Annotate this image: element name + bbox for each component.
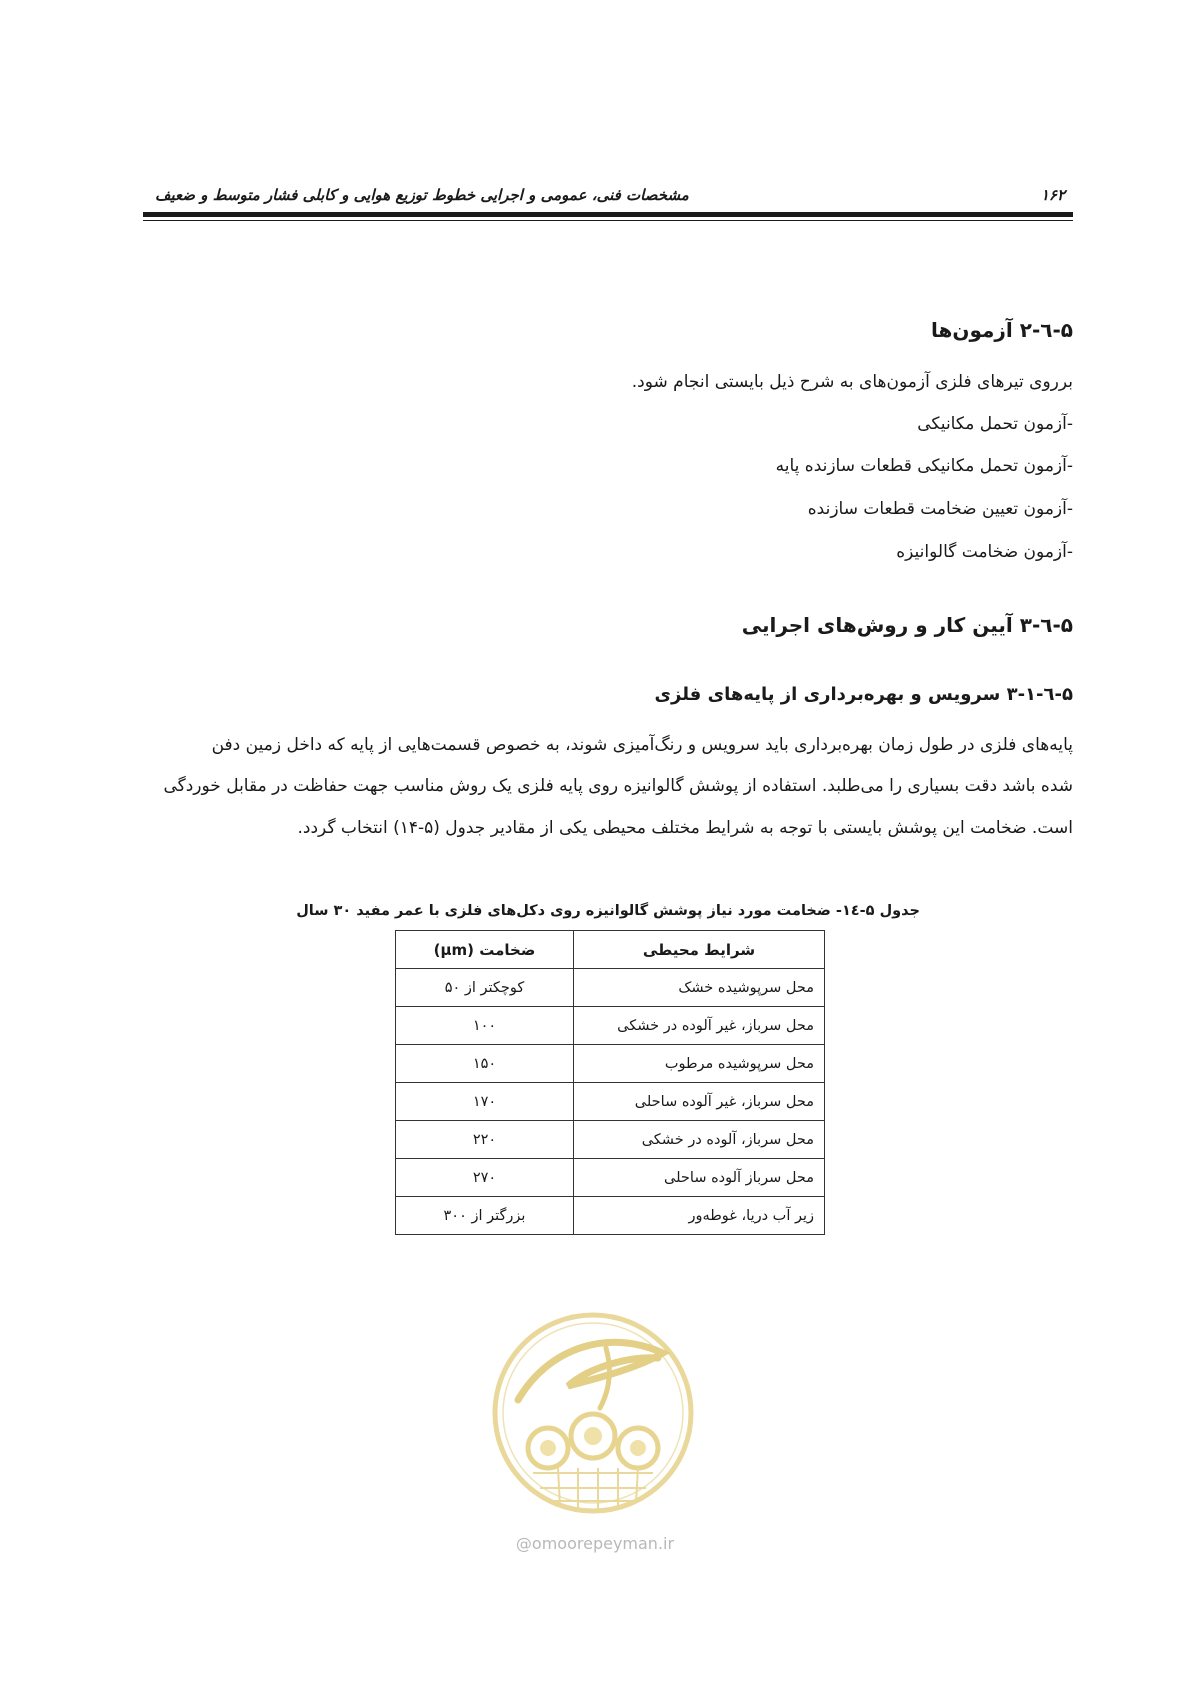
- table-row: [396, 1007, 825, 1045]
- table-row: [396, 1159, 825, 1197]
- page-number: ۱۶۲: [1040, 186, 1065, 204]
- table-row: [396, 1197, 825, 1235]
- table-row: [396, 969, 825, 1007]
- cell-environment: محل سرباز آلوده ساحلی: [574, 1159, 825, 1197]
- service-paragraph-line: پایه‌های فلزی در طول زمان بهره‌برداری باید سرویس و رنگ‌آمیزی شوند، به خصوص قسمت‌هایی از پایه که داخل زمین دفن: [211, 735, 1073, 755]
- table-row: [396, 1121, 825, 1159]
- service-paragraph-line: شده باشد دقت بسیاری را می‌طلبد. استفاده از پوشش گالوانیزه روی پایه فلزی یک روش مناسب جهت حفاظت در مقابل خوردگی: [163, 776, 1073, 796]
- cell-environment: محل سرباز، غیر آلوده ساحلی: [574, 1083, 825, 1121]
- table-header-row: [396, 931, 825, 969]
- header-rule-thin: [143, 220, 1073, 221]
- tests-intro: برروی تیرهای فلزی آزمون‌های به شرح ذیل بایستی انجام شود.: [631, 372, 1073, 392]
- cell-environment: محل سرپوشیده مرطوب: [574, 1045, 825, 1083]
- col-header-environment: شرایط محیطی: [574, 931, 825, 969]
- tests-item: -آزمون تعیین ضخامت قطعات سازنده: [807, 499, 1073, 519]
- tests-item: -آزمون تحمل مکانیکی: [917, 414, 1073, 434]
- table-caption: جدول ۵-١٤- ضخامت مورد نیاز پوشش گالوانیزه روی دکل‌های فلزی با عمر مفید ۳۰ سال: [296, 903, 920, 919]
- cell-thickness: ۱۵۰: [396, 1045, 574, 1083]
- galvanize-thickness-table: [395, 930, 825, 1235]
- cell-environment: محل سرباز، آلوده در خشکی: [574, 1121, 825, 1159]
- service-paragraph-line: است. ضخامت این پوشش بایستی با توجه به شرایط مختلف محیطی یکی از مقادیر جدول (۵-۱۴) انتخاب گردد.: [297, 818, 1073, 838]
- table-row: [396, 1045, 825, 1083]
- cell-environment: محل سرپوشیده خشک: [574, 969, 825, 1007]
- table-row: [396, 1083, 825, 1121]
- section-heading-service: ۵-٦-۳-۱ سرویس و بهره‌برداری از پایه‌های فلزی: [654, 684, 1073, 705]
- cell-thickness: ۲۷۰: [396, 1159, 574, 1197]
- section-heading-tests: ۵-٦-۲ آزمون‌ها: [931, 318, 1073, 342]
- watermark-site-text: @omoorepeyman.ir: [515, 1534, 675, 1553]
- col-header-thickness: ضخامت (μm): [396, 931, 574, 969]
- cell-thickness: ۲۲۰: [396, 1121, 574, 1159]
- cell-environment: زیر آب دریا، غوطه‌ور: [574, 1197, 825, 1235]
- section-heading-procedures: ۵-٦-۳ آیین کار و روش‌های اجرایی: [741, 613, 1073, 637]
- header-rule-thick: [143, 212, 1073, 217]
- cell-thickness: کوچکتر از ۵۰: [396, 969, 574, 1007]
- cell-thickness: بزرگتر از ۳۰۰: [396, 1197, 574, 1235]
- cell-thickness: ۱۰۰: [396, 1007, 574, 1045]
- cell-environment: محل سرباز، غیر آلوده در خشکی: [574, 1007, 825, 1045]
- watermark-logo-icon: [488, 1308, 698, 1518]
- running-header-title: مشخصات فنی، عمومی و اجرایی خطوط توزیع هوایی و کابلی فشار متوسط و ضعیف: [155, 186, 689, 204]
- tests-item: -آزمون ضخامت گالوانیزه: [896, 542, 1073, 562]
- tests-item: -آزمون تحمل مکانیکی قطعات سازنده پایه: [775, 456, 1073, 476]
- cell-thickness: ۱۷۰: [396, 1083, 574, 1121]
